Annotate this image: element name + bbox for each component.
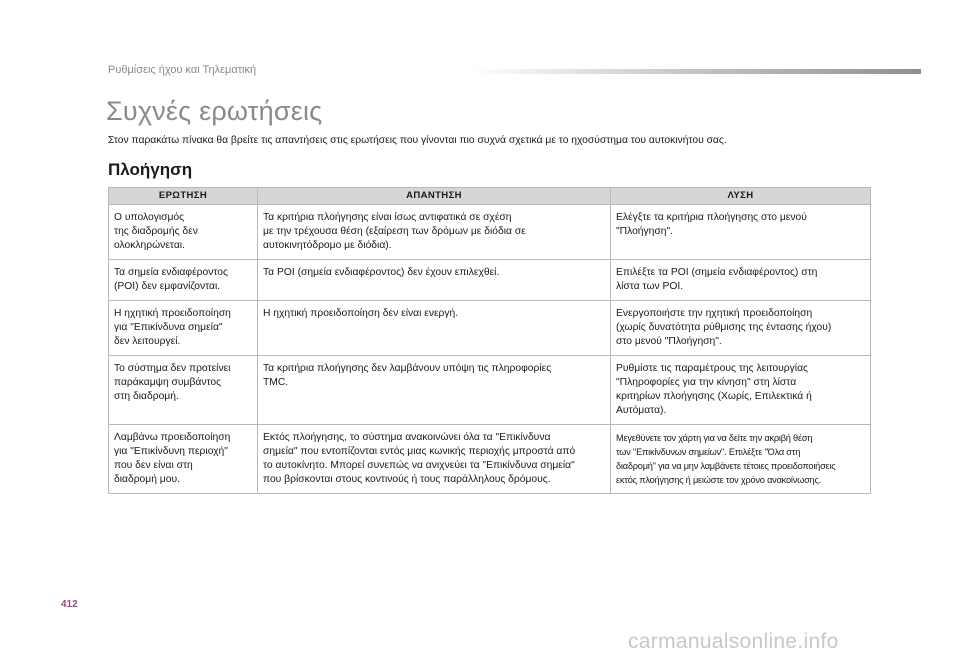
cell-line: Το σύστημα δεν προτείνει [114,363,231,374]
cell-line: Ο υπολογισμός [114,212,185,223]
cell-line: δεν λειτουργεί. [114,336,181,347]
answer-cell [258,356,611,425]
solution-cell [611,356,871,425]
answer-cell [258,301,611,356]
answer-cell [258,260,611,301]
solution-cell [611,301,871,356]
cell-line: διαδρομή μου. [114,474,180,485]
cell-line: (χωρίς δυνατότητα ρύθμισης της έντασης ήχου) [616,322,832,333]
cell-line: "Πλοήγηση". [616,226,674,237]
header-divider [470,69,921,74]
cell-line: των "Επικίνδυνων σημείων". Επιλέξτε "Όλα στη [616,447,801,457]
cell-line: Επιλέξτε τα POI (σημεία ενδιαφέροντος) στη [616,267,818,278]
cell-line: Η ηχητική προειδοποίηση δεν είναι ενεργή. [263,308,459,319]
cell-line: στο μενού "Πλοήγηση". [616,336,722,347]
cell-line: Ενεργοποιήστε την ηχητική προειδοποίηση [616,308,813,319]
cell-line: κριτηρίων πλοήγησης (Χωρίς, Επιλεκτικά ή [616,391,812,402]
watermark: carmanualsonline.info [628,630,839,653]
cell-line: παράκαμψη συμβάντος [114,377,222,388]
cell-line: Η ηχητική προειδοποίηση [114,308,231,319]
cell-line: Λαμβάνω προειδοποίηση [114,432,231,443]
cell-line: αυτοκινητόδρομο με διόδια). [263,240,392,251]
cell-line: Μεγεθύνετε τον χάρτη για να δείτε την ακριβή θέση [616,433,813,443]
cell-line: Αυτόματα). [616,405,667,416]
table-row [109,260,871,301]
intro-paragraph: Στον παρακάτω πίνακα θα βρείτε τις απαντήσεις στις ερωτήσεις που γίνονται πιο συχνά σχετικά με το ηχοσύστημα του αυτοκινήτου σας. [108,135,727,146]
cell-line: Τα κριτήρια πλοήγησης είναι ίσως αντιφατικά σε σχέση [263,212,512,223]
section-title: Πλοήγηση [108,160,193,179]
table-row [109,301,871,356]
cell-line: Τα κριτήρια πλοήγησης δεν λαμβάνουν υπόψη τις πληροφορίες [263,363,552,374]
cell-line: Ρυθμίστε τις παραμέτρους της λειτουργίας [616,363,808,374]
cell-line: εκτός πλοήγησης ή μειώστε τον χρόνο ανακοίνωσης. [616,475,822,485]
cell-line: της διαδρομής δεν [114,226,198,237]
question-cell [109,425,258,494]
cell-line: στη διαδρομή. [114,391,179,402]
table-row [109,205,871,260]
column-header-question: ΕΡΩΤΗΣΗ [109,188,258,205]
solution-cell [611,205,871,260]
cell-line: Ελέγξτε τα κριτήρια πλοήγησης στο μενού [616,212,807,223]
cell-line: (POI) δεν εμφανίζονται. [114,281,221,292]
table-row [109,356,871,425]
section-header-label: Ρυθμίσεις ήχου και Τηλεματική [108,64,257,76]
question-cell [109,205,258,260]
column-header-solution: ΛΥΣΗ [611,188,871,205]
answer-cell [258,205,611,260]
question-cell [109,356,258,425]
cell-line: TMC. [263,377,289,388]
cell-line: λίστα των POI. [616,281,684,292]
faq-table [108,187,871,494]
table-row [109,425,871,494]
cell-line: που δεν είναι στη [114,460,193,471]
cell-line: για "Επικίνδυνη περιοχή" [114,446,228,457]
question-cell [109,301,258,356]
cell-line: για "Επικίνδυνα σημεία" [114,322,223,333]
page-title: Συχνές ερωτήσεις [106,96,323,126]
answer-cell [258,425,611,494]
question-cell [109,260,258,301]
cell-line: Εκτός πλοήγησης, το σύστημα ανακοινώνει όλα τα "Επικίνδυνα [263,432,551,443]
solution-cell [611,260,871,301]
cell-line: σημεία" που εντοπίζονται εντός μιας κωνικής περιοχής μπροστά από [263,446,576,457]
cell-line: ολοκληρώνεται. [114,240,185,251]
cell-line: που βρίσκονται στους κοντινούς ή τους παράλληλους δρόμους. [263,474,551,485]
cell-line: με την τρέχουσα θέση (εξαίρεση των δρόμων με διόδια σε [263,226,526,237]
page-number: 412 [61,599,78,610]
cell-line: διαδρομή" για να μην λαμβάνετε τέτοιες προειδοποιήσεις [616,461,836,471]
column-header-answer: ΑΠΑΝΤΗΣΗ [258,188,611,205]
solution-cell [611,425,871,494]
table-header-row [109,188,871,205]
cell-line: το αυτοκίνητο. Μπορεί συνεπώς να ανιχνεύει τα "Επικίνδυνα σημεία" [263,460,575,471]
cell-line: Τα σημεία ενδιαφέροντος [114,267,228,278]
cell-line: Τα POI (σημεία ενδιαφέροντος) δεν έχουν επιλεχθεί. [263,267,500,278]
cell-line: "Πληροφορίες για την κίνηση" στη λίστα [616,377,797,388]
